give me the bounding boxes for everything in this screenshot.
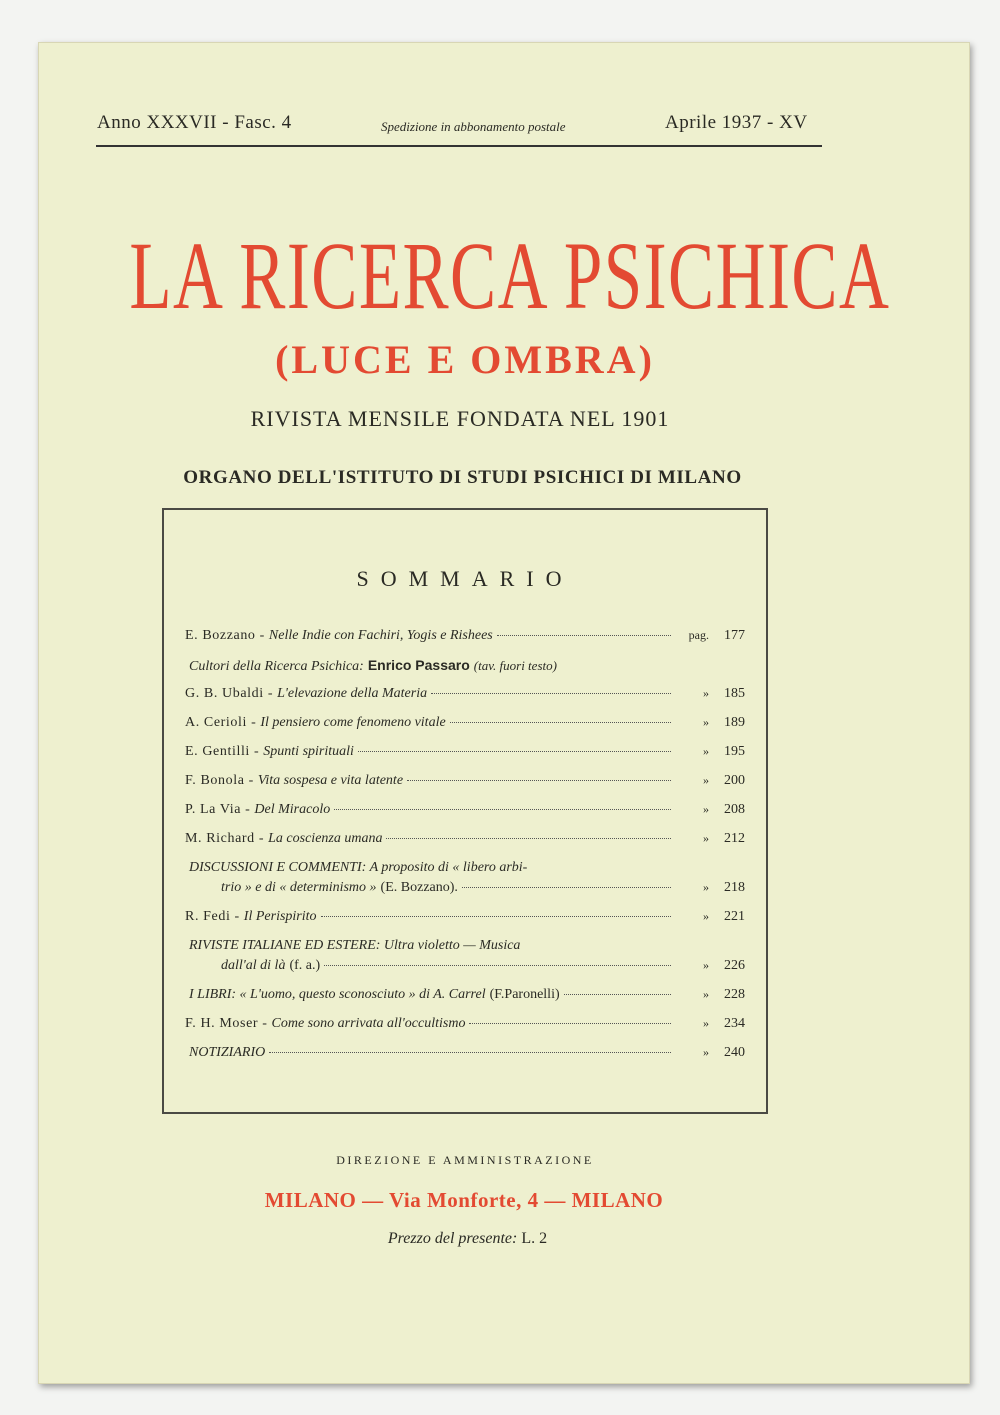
toc-entry: [185, 987, 745, 1007]
toc-page-marker: »: [703, 802, 709, 816]
dot-leader: [358, 751, 671, 752]
toc-entry: [185, 657, 745, 677]
magazine-title: LA RICERCA PSICHICA: [129, 222, 891, 329]
toc-page-marker: »: [703, 987, 709, 1001]
toc-page-number: 240: [724, 1045, 745, 1060]
toc-author: F. H. Moser -: [185, 1016, 268, 1031]
toc-page-number: 228: [724, 987, 745, 1002]
toc-page-marker: pag.: [688, 628, 709, 642]
toc-title: Come sono arrivata all'occultismo: [271, 1016, 466, 1031]
toc-page-marker: »: [703, 1016, 709, 1030]
toc-title: RIVISTE ITALIANE ED ESTERE: Ultra violetto — Musica: [189, 938, 521, 953]
issue-number: Anno XXXVII - Fasc. 4: [97, 112, 292, 133]
toc-entry: [185, 831, 745, 851]
toc-title: Nelle Indie con Fachiri, Yogis e Rishees: [268, 628, 493, 643]
toc-title: Cultori della Ricerca Psichica:: [189, 659, 364, 674]
price-label: Prezzo del presente:: [387, 1230, 518, 1247]
issue-date: Aprile 1937 - XV: [665, 112, 808, 133]
dot-leader: [386, 838, 671, 839]
toc-entry: [185, 1045, 745, 1065]
toc-title: L'elevazione della Materia: [277, 686, 428, 701]
toc-page-marker: »: [703, 958, 709, 972]
toc-page-marker: »: [703, 744, 709, 758]
toc-title: NOTIZIARIO: [189, 1045, 266, 1060]
dot-leader: [324, 965, 671, 966]
price-line: [0, 1230, 935, 1248]
dot-leader: [431, 693, 671, 694]
toc-author: F. Bonola -: [185, 773, 254, 788]
toc-page-marker: »: [703, 1045, 709, 1059]
toc-page-marker: »: [703, 831, 709, 845]
toc-extra: Enrico Passaro: [367, 657, 470, 673]
toc-page-marker: »: [703, 909, 709, 923]
table-of-contents: [185, 628, 745, 1065]
magazine-subtitle: (LUCE E OMBRA): [275, 337, 655, 382]
toc-entry: [185, 686, 745, 706]
toc-title: trio » e di « determinismo »: [221, 880, 377, 895]
toc-title: Spunti spirituali: [263, 744, 354, 759]
toc-author: P. La Via -: [185, 802, 251, 817]
dot-leader: [321, 916, 671, 917]
tagline: RIVISTA MENSILE FONDATA NEL 1901: [250, 406, 670, 431]
toc-page-number: 177: [724, 628, 745, 643]
toc-entry: [185, 628, 745, 648]
dot-leader: [469, 1023, 671, 1024]
toc-page-number: 234: [724, 1016, 745, 1031]
toc-extra: (F.Paronelli): [489, 987, 560, 1002]
dot-leader: [334, 809, 671, 810]
toc-author: R. Fedi -: [185, 909, 240, 924]
toc-extra: (E. Bozzano).: [380, 880, 458, 895]
toc-entry: [185, 958, 745, 978]
toc-page-number: 189: [724, 715, 745, 730]
toc-page-number: 218: [724, 880, 745, 895]
toc-entry: [185, 1016, 745, 1036]
toc-title: Del Miracolo: [254, 802, 331, 817]
price-value: L. 2: [521, 1230, 548, 1247]
toc-page-marker: »: [703, 686, 709, 700]
toc-author: E. Bozzano -: [185, 628, 265, 643]
toc-author: M. Richard -: [185, 831, 265, 846]
dot-leader: [564, 994, 671, 995]
toc-entry: [185, 802, 745, 822]
toc-title: dall'al di là: [221, 958, 286, 973]
toc-author: G. B. Ubaldi -: [185, 686, 274, 701]
toc-author: A. Cerioli -: [185, 715, 257, 730]
toc-note: (tav. fuori testo): [473, 658, 557, 673]
toc-page-marker: »: [703, 715, 709, 729]
toc-entry: [185, 938, 745, 958]
toc-page-marker: »: [703, 773, 709, 787]
dot-leader: [269, 1052, 671, 1053]
postal-note: Spedizione in abbonamento postale: [381, 119, 566, 134]
dot-leader: [450, 722, 671, 723]
toc-entry: [185, 744, 745, 764]
organ-line: ORGANO DELL'ISTITUTO DI STUDI PSICHICI DI MILANO: [183, 467, 742, 488]
toc-entry: [185, 880, 745, 900]
address: MILANO — Via Monforte, 4 — MILANO: [264, 1188, 664, 1212]
toc-author: E. Gentilli -: [185, 744, 260, 759]
toc-page-number: 200: [724, 773, 745, 788]
toc-entry: [185, 715, 745, 735]
toc-entry: [185, 860, 745, 880]
toc-extra: (f. a.): [289, 958, 321, 973]
dot-leader: [497, 635, 671, 636]
toc-page-number: 185: [724, 686, 745, 701]
toc-entry: [185, 909, 745, 929]
toc-page-number: 212: [724, 831, 745, 846]
toc-title: La coscienza umana: [268, 831, 383, 846]
header-rule: [96, 145, 822, 147]
toc-title: I LIBRI: « L'uomo, questo sconosciuto » di A. Carrel: [189, 987, 486, 1002]
toc-title: Il pensiero come fenomeno vitale: [260, 715, 446, 730]
toc-page-number: 221: [724, 909, 745, 924]
contents-heading: SOMMARIO: [356, 566, 574, 591]
dot-leader: [462, 887, 671, 888]
toc-page-number: 195: [724, 744, 745, 759]
direction-label: DIREZIONE E AMMINISTRAZIONE: [336, 1153, 594, 1167]
toc-title: Il Perispirito: [243, 909, 317, 924]
toc-page-number: 226: [724, 958, 745, 973]
toc-entry: [185, 773, 745, 793]
toc-title: Vita sospesa e vita latente: [257, 773, 404, 788]
toc-page-number: 208: [724, 802, 745, 817]
toc-title: DISCUSSIONI E COMMENTI: A proposito di « libero arbi-: [189, 860, 528, 875]
toc-page-marker: »: [703, 880, 709, 894]
dot-leader: [407, 780, 671, 781]
